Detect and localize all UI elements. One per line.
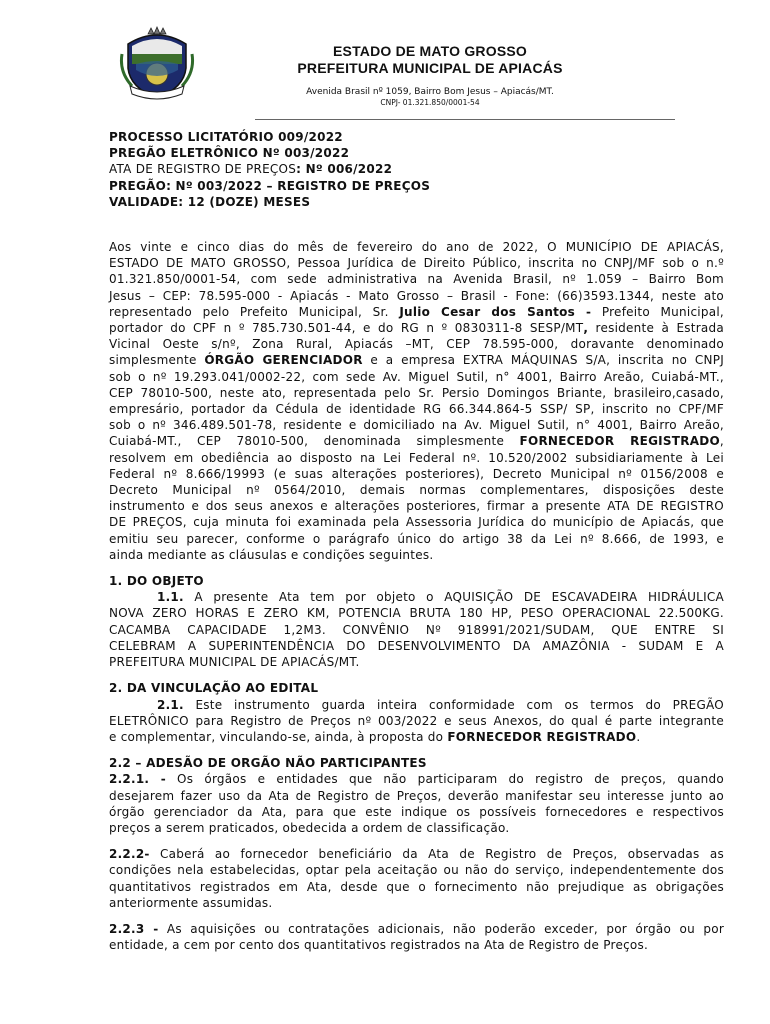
pregao-registro: PREGÃO: Nº 003/2022 – REGISTRO DE PREÇOS <box>109 178 431 193</box>
pregao-number: PREGÃO ELETRÔNICO Nº 003/2022 <box>109 146 350 161</box>
ata-number: ATA DE REGISTRO DE PREÇOS: Nº 006/2022 <box>109 162 393 177</box>
header-divider <box>255 119 675 120</box>
section-title: 1. DO OBJETO <box>109 574 204 589</box>
address: Avenida Brasil nº 1059, Bairro Bom Jesus – Apiacás/MT. <box>306 87 554 97</box>
document-body <box>109 129 724 953</box>
section-title: 2. DA VINCULAÇÃO AO EDITAL <box>109 681 319 696</box>
letterhead <box>200 43 660 108</box>
section-objeto: 1. DO OBJETO 1.1. A presente Ata tem por objeto o AQUISIÇÃO DE ESCAVADEIRA HIDRÁULICA NOVA ZERO HORAS E ZERO KM, POTENCIA BRUTA 180 HP, PESO OPERACIONAL 22.500KG. CACAMBA CAPACIDADE 1,2M3. CONVÊNIO Nº 918991/2021/SUDAM, QUE ENTRE SI CELEBRAM A SUPERINTENDÊNCIA DO DESENVOLVIMENTO DA AMAZÔNIA - SUDAM E A PREFEITURA MUNICIPAL DE APIACÁS/MT. <box>109 574 724 670</box>
process-block <box>109 129 724 210</box>
section-vinculacao: 2. DA VINCULAÇÃO AO EDITAL 2.1. Este instrumento guarda inteira conformidade com os termos do PREGÃO ELETRÔNICO para Registro de Preços nº 003/2022 e seus Anexos, do qual é parte integrante e complementar, vinculando-se, ainda, à proposta do FORNECEDOR REGISTRADO. <box>109 681 724 744</box>
section-title: 2.2 – ADESÃO DE ORGÃO NÃO PARTICIPANTES <box>109 756 427 771</box>
section-adesao: 2.2 – ADESÃO DE ORGÃO NÃO PARTICIPANTES 2.2.1. - Os órgãos e entidades que não participaram do registro de preços, quando desejarem fazer uso da Ata de Registro de Preços, deverão manifestar seu interesse junto ao órgão gerenciador da Ata, para que este indique os possíveis fornecedores e respectivos preços a serem praticados, obedecida a ordem de classificação. 2.2.2- Caberá ao fornecedor beneficiário da Ata de Registro de Preços, observadas as condições nela estabelecidas, optar pela aceitação ou não do serviço, independentemente dos quantitativos registrados em Ata, desde que o fornecimento não prejudique as obrigações anteriormente assumidas. 2.2.3 - As aquisições ou contratações adicionais, não poderão exceder, por órgão ou por entidade, a cem por cento dos quantitativos registrados na Ata de Registro de Preços. <box>109 756 725 953</box>
mayor-name: Julio Cesar dos Santos - <box>399 304 592 319</box>
prefecture-name: PREFEITURA MUNICIPAL DE APIACÁS <box>297 60 563 76</box>
validity: VALIDADE: 12 (DOZE) MESES <box>109 194 311 209</box>
process-number: PROCESSO LICITATÓRIO 009/2022 <box>109 130 343 144</box>
municipal-coat-of-arms-icon <box>118 24 196 102</box>
cnpj: CNPJ- 01.321.850/0001-54 <box>380 98 480 107</box>
state-name: ESTADO DE MATO GROSSO <box>333 43 527 59</box>
intro-paragraph: Aos vinte e cinco dias do mês de fevereiro do ano de 2022, O MUNICÍPIO DE APIACÁS, ESTADO DE MATO GROSSO, Pessoa Jurídica de Direito Público, inscrita no CNPJ/MF sob o n.º 01.321.850/0001-54, com sede administrativa na Avenida Brasil, nº 1.059 – Bairro Bom Jesus – CEP: 78.595-000 - Apiacás - Mato Grosso – Brasil - Fone: (66)3593.1344, neste ato representado pelo Prefeito Municipal, Sr. Julio Cesar dos Santos - Prefeito Municipal, portador do CPF n º 785.730.501-44, e do RG n º 0830311-8 SESP/MT, residente à Estrada Vicinal Oeste s/nº, Zona Rural, Apiacás –MT, CEP 78.595-000, doravante denominado simplesmente ÓRGÃO GERENCIADOR e a empresa EXTRA MÁQUINAS S/A, inscrita no CNPJ sob o nº 19.293.041/0002-22, com sede Av. Miguel Sutil, n° 4001, Bairro Areão, Cuiabá-MT., CEP 78010-500, neste ato, representada pelo Sr. Persio Domingos Briante, brasileiro,casado, empresário, portador da Cédula de identidade RG 66.344.864-5 SSP/ SP, inscrito no CPF/MF sob o nº 346.489.501-78, residente e domiciliado na Av. Miguel Sutil, n° 4001, Bairro Areão, Cuiabá-MT., CEP 78010-500, denominada simplesmente FORNECEDOR REGISTRADO, resolvem em obediência ao disposto na Lei Federal nº. 10.520/2002 subsidiariamente à Lei Federal nº 8.666/19993 (e suas alterações posteriores), Decreto Municipal nº 0156/2008 e Decreto Municipal nº 0564/2010, demais normas complementares, disposições deste instrumento e dos seus anexos e alterações posteriores, firmar a presente ATA DE REGISTRO DE PREÇOS, cuja minuta foi examinada pela Assessoria Jurídica do município de Apiacás, que emitiu seu parecer, conforme o parágrafo único do artigo 38 da Lei nº 8.666, de 1993, e ainda mediante as cláusulas e condições seguintes. <box>109 240 725 562</box>
